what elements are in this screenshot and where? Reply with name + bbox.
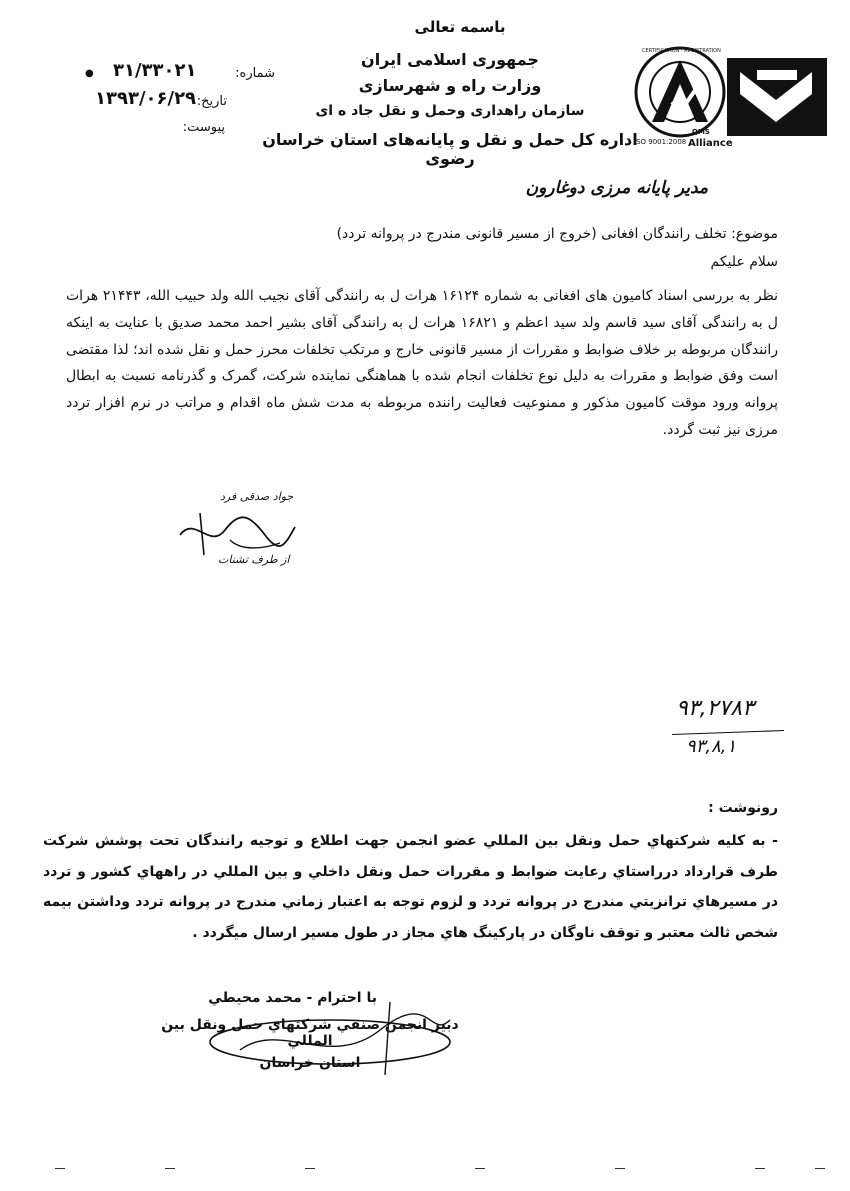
addressee: مدیر پایانه مرزی دوغارون [525, 178, 708, 198]
signature-scribble-icon [170, 505, 300, 560]
letter-body: نظر به بررسی اسناد کامیون های افغانی به شماره ۱۶۱۲۴ هرات ل به رانندگی آقای نجیب الله ولد حبیب الله، ۲۱۴۴۳ هرات ل به رانندگی آقای سید قاسم ولد سید اعظم و ۱۶۸۲۱ هرات ل به رانندگی آقای بشیر احمد محمد صدیق با عنایت به اینکه رانندگان مربوطه بر خلاف ضوابط و مقررات از مسیر قانونی خارج و مرتکب تخلفات محرز حمل و نقل شده اند؛ لذا مقتضی است وفق ضوابط و مقررات به دلیل نوع تخلفات انجام شده با هماهنگی نماینده شرکت، گمرک و گذرنامه نسبت به ابطال پروانه ورود موقت کامیون مذکور و ممنوعیت فعالیت راننده مربوطه به مدت شش ماه اقدام و مراتب در نرم افزار تردد مرزی نیز ثبت گردد. [66, 288, 778, 438]
header-department: اداره کل حمل و نقل و پایانه‌های استان خراسان رضوی [262, 130, 638, 168]
letter-number-value: ۳۱/۳۳۰۲۱ [113, 60, 197, 81]
logo-brand: Alliance [688, 138, 733, 149]
handwritten-number: ۹۳,۲۷۸۳ [676, 696, 754, 721]
letter-date-value: ۱۳۹۳/۰۶/۲۹ [95, 88, 197, 109]
cc-heading: رونوشت : [708, 800, 778, 816]
meta-bullet: ● [85, 68, 94, 79]
logo-mark: QMS [692, 128, 710, 136]
bottom-rule [55, 1168, 830, 1170]
letter-number-label: شماره: [235, 66, 275, 81]
letter-subject: موضوع: تخلف رانندگان افغانی (خروج از مسیر قانونی مندرج در پروانه تردد) [336, 226, 778, 242]
signer-title: از طرف تشنات [218, 553, 290, 566]
closing-title-line1: دبير انجمن صنفي شرکتهاي حمل ونقل بين المللي [161, 1017, 459, 1049]
handwritten-date: ۹۳,۸,۱ [686, 736, 737, 757]
letter-date-label: تاریخ: [196, 94, 227, 109]
cc-text: - به کليه شرکتهاي حمل ونقل بين المللي عضو انجمن جهت اطلاع و توجيه رانندگان تحت پوشش شرکت طرف قرارداد درراستاي رعايت ضوابط و مقررات حمل ونقل داخلي و بين المللي در راههاي کشور و تردد در مسيرهاي ترانزيتي مندرج در پروانه تردد و لزوم توجه به اعتبار زماني مندرج در پروانه تردد وداشتن بيمه شخص ثالث معتبر و توقف ناوگان در پارکينگ هاي مجاز در طول مسير ارسال ميگردد . [43, 833, 778, 941]
logo-standard: ISO 9001:2008 [634, 138, 687, 146]
header-ministry: وزارت راه و شهرسازی [358, 76, 542, 95]
logo-ring-text: CERTIFICATION · REGISTRATION [642, 48, 721, 54]
header-organization: سازمان راهداری وحمل و نقل جاد ه ای [315, 103, 585, 119]
bismillah-heading: باسمه تعالی [414, 18, 506, 36]
header-country: جمهوری اسلامی ایران [361, 50, 539, 69]
meta-block [85, 58, 275, 138]
letter-greeting: سلام علیکم [710, 254, 778, 270]
closing-title-line2: استان خراسان [259, 1055, 361, 1071]
closing-regards: با احترام - محمد محيطي [208, 990, 377, 1006]
closing-title [150, 1017, 470, 1071]
handwritten-underline [672, 730, 784, 735]
iso-certification-logo [632, 42, 842, 152]
signer-name: جواد صدقی فرد [220, 490, 294, 503]
iso-logo-icon [632, 42, 842, 152]
handwritten-registration-note [672, 690, 792, 770]
attachment-label: پیوست: [182, 120, 225, 135]
